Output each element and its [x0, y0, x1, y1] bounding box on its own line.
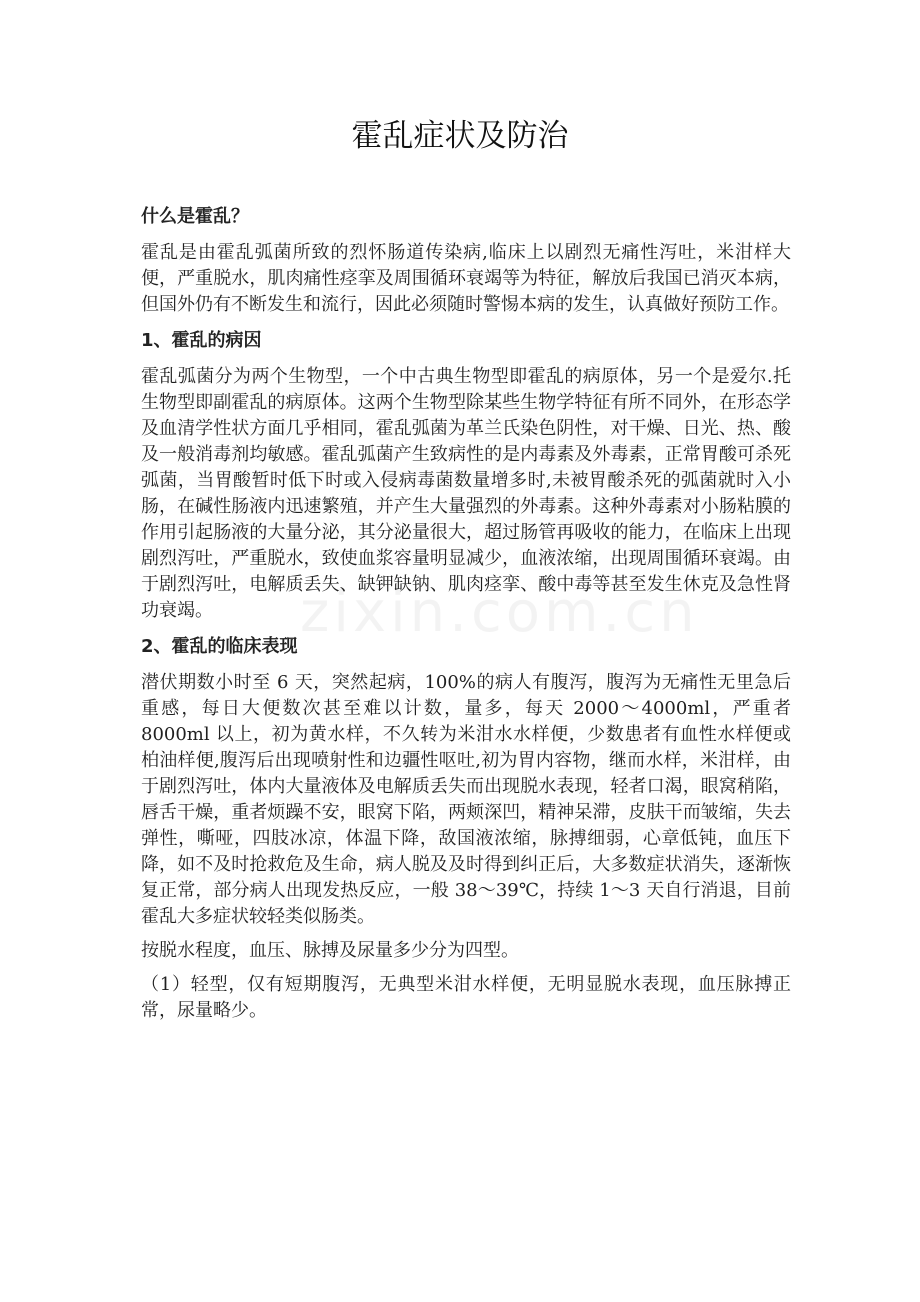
paragraph: 霍乱是由霍乱弧菌所致的烈怀肠道传染病,临床上以剧烈无痛性泻吐，米泔样大便，严重脱水，肌肉痛性痉挛及周围循环衰竭等为特征，解放后我国已消灭本病，但国外仍有不断发生和流行，因此必须随时警惕本病的发生，认真做好预防工作。 — [141, 242, 791, 315]
section-what-is-cholera — [141, 202, 791, 318]
section-heading: 什么是霍乱？ — [141, 206, 249, 227]
paragraph: 霍乱弧菌分为两个生物型，一个中古典生物型即霍乱的病原体，另一个是爱尔.托生物型即副霍乱的病原体。这两个生物型除某些生物学特征有所不同外，在形态学及血清学性状方面几乎相同，霍乱弧菌为革兰氏染色阴性，对干燥、日光、热、酸及一般消毒剂均敏感。霍乱弧菌产生致病性的是内毒素及外毒素，正常胃酸可杀死弧菌，当胃酸暂时低下时或入侵病毒菌数量增多时,未被胃酸杀死的弧菌就时入小肠，在碱性肠液内迅速繁殖，并产生大量强烈的外毒素。这种外毒素对小肠粘膜的作用引起肠液的大量分泌，其分泌量很大，超过肠管再吸收的能力，在临床上出现剧烈泻吐，严重脱水，致使血浆容量明显减少，血液浓缩，出现周围循环衰竭。由于剧烈泻吐，电解质丢失、缺钾缺钠、肌肉痉挛、酸中毒等甚至发生休克及急性肾功衰竭。 — [141, 366, 791, 621]
paragraph: 按脱水程度，血压、脉搏及尿量多少分为四型。 — [141, 940, 519, 961]
paragraph: 潜伏期数小时至 6 天，突然起病，100%的病人有腹泻，腹泻为无痛性无里急后重感，每日大便数次甚至难以计数，量多，每天 2000～4000ml，严重者 8000ml 以上，初为黄水样，不久转为米泔水水样便，少数患者有血性水样便或柏油样便,腹泻后出现喷射性和边疆性呕吐,初为胃内容物，继而水样，米泔样，由于剧烈泻吐，体内大量液体及电解质丢失而出现脱水表现，轻者口渴，眼窝稍陷，唇舌干燥，重者烦躁不安，眼窝下陷，两颊深凹，精神呆滞，皮肤干而皱缩，失去弹性，嘶哑，四肢冰凉，体温下降，敌国液浓缩，脉搏细弱，心章低钝，血压下降，如不及时抢救危及生命，病人脱及及时得到纠正后，大多数症状消失，逐渐恢复正常，部分病人出现发热反应，一般 38～39℃，持续 1～3 天自行消退，目前霍乱大多症状较轻类似肠类。 — [141, 672, 791, 927]
section-heading: 1、霍乱的病因 — [141, 330, 262, 351]
paragraph: （1）轻型，仅有短期腹泻，无典型米泔水样便，无明显脱水表现，血压脉搏正常，尿量略少。 — [141, 974, 791, 1021]
section-cause — [141, 326, 791, 624]
section-heading: 2、霍乱的临床表现 — [141, 636, 298, 657]
section-clinical-manifestations — [141, 632, 791, 1024]
document-title: 霍乱症状及防治 — [351, 118, 569, 154]
document-body — [141, 202, 791, 1032]
